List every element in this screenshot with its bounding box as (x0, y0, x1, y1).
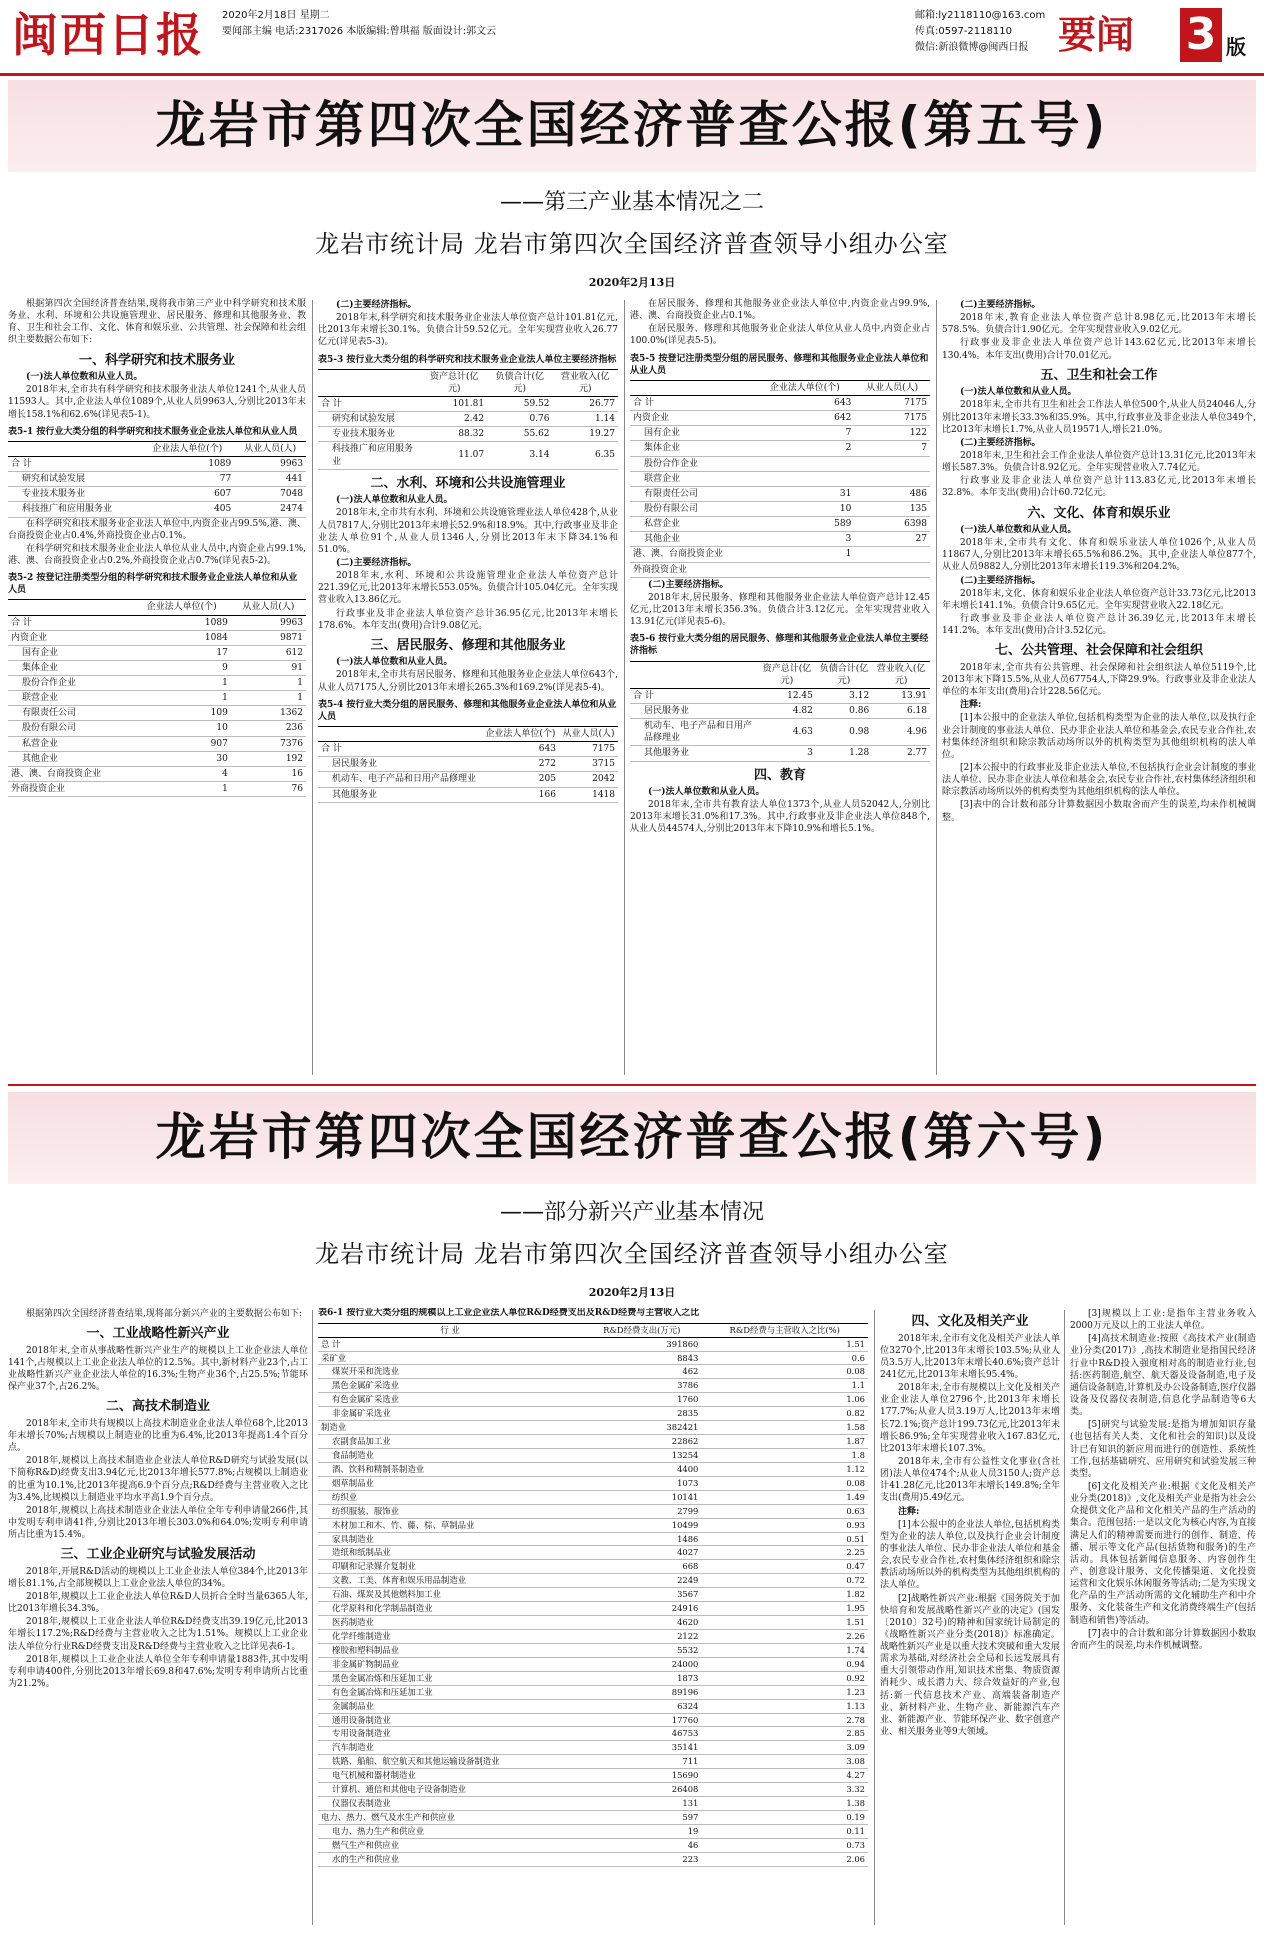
article1-subtitle: ——第三产业基本情况之二 (499, 190, 764, 215)
table-row: 通用设备制造业 17760 2.78 (318, 1713, 868, 1727)
column-divider (1064, 1310, 1065, 1925)
table-row: 造纸和纸制品业 4027 2.25 (318, 1546, 868, 1560)
table-row: 其他企业 3 27 (630, 532, 930, 547)
table-5-5: 企业法人单位(个) 从业人员(人) 合 计 643 7175 内资企业 642 7175 国有企业 7 122 集体企业 2 7 股份合作企业 联营企业 有限责任公司 31 486 股份有限公司 10 135 私营企业 589 6398 其他企业 3 27 港、澳、台商投资企业 1 外商投资企业 (630, 380, 930, 578)
table-row: 化学原料和化学制品制造业 24916 1.95 (318, 1602, 868, 1616)
sub-heading: (二)主要经济指标。 (336, 557, 417, 568)
section-name: 要闻 (1058, 13, 1135, 57)
article2-column-3 (880, 1308, 1060, 1928)
note: [5]研究与试验发展:是指为增加知识存量(也包括有关人类、文化和社会的知识)以及设计已有知识的新应用而进行的创造性、系统性工作,包括基础研究、应用研究和试验发展三种类型。 (1070, 1420, 1256, 1479)
sub-heading: (二)主要经济指标。 (336, 300, 417, 310)
table-row: 合 计 12.45 3.12 13.91 (630, 688, 930, 703)
table-row: 股份有限公司 10 135 (630, 501, 930, 516)
table-row: 燃气生产和供应业 46 0.73 (318, 1838, 868, 1852)
paragraph: 2018年末,全市共有规模以上高技术制造业企业法人单位68个,比2013年末增长70%;占规模以上制造业的比重为6.4%,比2013年提高1.4个百分点。 (8, 1418, 308, 1454)
table-row: 电力、热力生产和供应业 19 0.11 (318, 1824, 868, 1838)
section-heading: 一、工业战略性新兴产业 (86, 1326, 230, 1342)
paragraph: 2018年末,全市共有教育法人单位1373个,从业人员52042人,分别比2013年末增长31.0%和17.3%。其中,行政事业及非企业法人单位848个,从业人员44574人,分别比2013年末下降10.9%和增长5.1%。 (630, 800, 930, 835)
table-row: 专业技术服务业 88.32 55.62 19.27 (318, 427, 618, 442)
sub-heading: (一)法人单位数和从业人员。 (648, 787, 765, 798)
article1-column-1 (8, 298, 306, 1078)
table-row: 文教、工美、体育和娱乐用品制造业 2249 0.72 (318, 1574, 868, 1588)
table-row: 纺织业 10141 1.49 (318, 1490, 868, 1504)
table-row: 合 计 643 7175 (630, 395, 930, 410)
note: [1]本公报中的企业法人单位,包括机构类型为企业的法人单位,以及执行企业会计制度的事业法人单位、民办非企业法人单位和基金会,农民专业合作社,农村集体经济组织和除宗教活动场所以外的机构类型为其他组织机构的法人单位。 (880, 1519, 1060, 1591)
note: [1]本公报中的企业法人单位,包括机构类型为企业的法人单位,以及执行企业会计制度的事业法人单位、民办非企业法人单位和基金会,农民专业合作社,农村集体经济组织和除宗教活动场所以外的机构类型为其他组织机构的法人单位。 (942, 713, 1256, 760)
table-row: 食品制造业 13254 1.8 (318, 1448, 868, 1462)
table-caption: 表5-5 按登记注册类型分组的居民服务、修理和其他服务业企业法人单位和从业人员 (630, 353, 929, 376)
table-row: 非金属矿物制品业 24000 0.94 (318, 1657, 868, 1671)
table-row: 医药制造业 4620 1.51 (318, 1616, 868, 1630)
paragraph: 在科学研究和技术服务业企业法人单位从业人员中,内资企业占99.1%,港、澳、台商投资企业占0.2%,外商投资企业占0.7%(详见表5-2)。 (8, 543, 306, 566)
table-6-1: 行 业 R&D经费支出(万元) R&D经费与主营收入之比(%) 总 计 391860 1.51 采矿业 8843 0.6 煤炭开采和洗选业 462 0.08 黑色金属矿采选业 3786 1.1 有色金属矿采选业 1760 1.06 非金属矿采选业 2835 0.82 制造业 382421 1.58 农副食品加工业 22862 1.87 食品制造业 13254 1.8 酒、饮料和精制茶制造业 4400 1.12 烟草制品业 1073 0.08 纺织业 10141 1.49 纺织服装、服饰业 2799 0.63 木材加工和木、竹、藤、棕、草制品业 10499 0.93 家具制造业 1486 0.51 造纸和纸制品业 4027 2.25 印刷和记录媒介复制业 668 0.47 文教、工美、体育和娱乐用品制造业 2249 0.72 石油、煤炭及其他燃料加工业 3567 1.82 化学原料和化学制品制造业 24916 1.95 医药制造业 4620 1.51 化学纤维制造业 2122 2.26 橡胶和塑料制品业 5532 1.74 非金属矿物制品业 24000 0.94 黑色金属冶炼和压延加工业 1873 0.92 有色金属冶炼和压延加工业 89196 1.23 金属制品业 6324 1.13 通用设备制造业 17760 2.78 专用设备制造业 46753 2.85 汽车制造业 35141 3.09 铁路、船舶、航空航天和其他运输设备制造业 711 3.08 电气机械和器材制造业 15690 4.27 计算机、通信和其他电子设备制造业 26408 3.32 仪器仪表制造业 131 1.38 电力、热力、燃气及水生产和供应业 597 0.19 电力、热力生产和供应业 19 0.11 燃气生产和供应业 46 0.73 水的生产和供应业 223 2.06 (318, 1323, 868, 1867)
paragraph: 2018年末,科学研究和技术服务业企业法人单位资产总计101.81亿元,比2013年末增长30.1%。负债合计59.52亿元。全年实现营业收入26.77亿元(详见表5-3)。 (318, 313, 618, 348)
section-heading: 一、科学研究和技术服务业 (78, 352, 235, 368)
paragraph: 2018年末,卫生和社会工作企业法人单位资产总计13.31亿元,比2013年末增长587.3%。负债合计8.92亿元。全年实现营业收入7.74亿元。 (942, 450, 1256, 474)
article1-column-3 (630, 298, 930, 1078)
section-heading: 四、教育 (753, 767, 806, 783)
table-row: 煤炭开采和洗选业 462 0.08 (318, 1365, 868, 1379)
table-row: 其他企业 30 192 (8, 751, 306, 766)
table-caption: 表5-4 按行业大类分组的居民服务、修理和其他服务业企业法人单位和从业人员 (318, 699, 617, 722)
table-row: 居民服务业 4.82 0.86 6.18 (630, 703, 930, 718)
table-caption: 表5-3 按行业大类分组的科学研究和技术服务业企业法人单位主要经济指标 (318, 354, 617, 365)
sub-heading: (二)主要经济指标。 (960, 300, 1041, 310)
section-heading: 四、文化及相关产业 (911, 1314, 1029, 1329)
table-row: 港、澳、台商投资企业 4 16 (8, 766, 306, 781)
paragraph: 2018年末,全市共有居民服务、修理和其他服务业企业法人单位643个,从业人员7175人,分别比2013年末增长265.3%和169.2%(详见表5-4)。 (318, 670, 618, 693)
table-row: 专用设备制造业 46753 2.85 (318, 1727, 868, 1741)
table-row: 水的生产和供应业 223 2.06 (318, 1852, 868, 1866)
note: [6]文化及相关产业:根据《文化及相关产业分类(2018)》,文化及相关产业是指为社会公众提供文化产品和文化相关产品的生产活动的集合。范围包括:一是以文化为核心内容,为直接满足人们的精神需要而进行的创作、制造、传播、展示等文化产品(包括货物和服务)的生产活动。具体包括新闻信息服务、内容创作生产、创意设计服务、文化传播渠道、文化投资运营和文化娱乐休闲服务等活动;二是为实现文化产品的生产活动所需的文化辅助生产和中介服务、文化装备生产和文化消费终端生产(包括制造和销售)等活动。 (1070, 1481, 1256, 1626)
note: [2]本公报中的行政事业及非企业法人单位,不包括执行企业会计制度的事业法人单位、民办非企业法人单位和基金会,农民专业合作社,农村集体经济组织和除宗教活动场所以外的机构类型为其他组织机构的法人单位。 (942, 763, 1256, 798)
table-row: 机动车、电子产品和日用产品修理业 205 2042 (318, 772, 618, 787)
table-row: 合 计 643 7175 (318, 742, 618, 757)
article2-subtitle: ——部分新兴产业基本情况 (499, 1200, 764, 1225)
table-row: 外商投资企业 1 76 (8, 782, 306, 797)
table-row: 黑色金属矿采选业 3786 1.1 (318, 1379, 868, 1393)
table-caption: 表5-2 按登记注册类型分组的科学研究和技术服务业企业法人单位和从业人员 (8, 573, 298, 596)
table-row: 私营企业 907 7376 (8, 736, 306, 751)
table-row: 计算机、通信和其他电子设备制造业 26408 3.32 (318, 1783, 868, 1797)
article1-date: 2020年2月13日 (588, 276, 676, 289)
note: [3]表中的合计数和部分计算数据因小数取舍而产生的误差,均未作机械调整。 (942, 800, 1256, 823)
table-5-6: 资产总计(亿元) 负债合计(亿元) 营业收入(亿元) 合 计 12.45 3.12 13.91 居民服务业 4.82 0.86 6.18 机动车、电子产品和日用产品修理业 4.63 0.98 4.96 其他服务业 3 1.28 2.77 (630, 661, 930, 762)
table-row: 橡胶和塑料制品业 5532 1.74 (318, 1643, 868, 1657)
article2-authors: 龙岩市统计局 龙岩市第四次全国经济普查领导小组办公室 (315, 1240, 949, 1268)
editor-line: 要闻部主编 电话:2317026 本版编辑:曾琪福 版面设计:郭文云 (222, 26, 497, 37)
paragraph: 在居民服务、修理和其他服务业企业法人单位中,内资企业占99.9%,港、澳、台商投资企业占0.1%。 (630, 299, 930, 322)
column-divider (624, 300, 625, 1075)
section-heading: 二、水利、环境和公共设施管理业 (370, 475, 566, 491)
paragraph: 2018年末,全市共有科学研究和技术服务业法人单位1241个,从业人员11593人。其中,企业法人单位1089个,从业人员9963人,分别比2013年末增长158.1%和62.6%(详见表5-1)。 (8, 385, 306, 420)
table-row: 金属制品业 6324 1.13 (318, 1699, 868, 1713)
article2-column-4 (1070, 1308, 1256, 1928)
note: [4]高技术制造业:按照《高技术产业(制造业)分类(2017)》,高技术制造业是指国民经济行业中R&D投入强度相对高的制造业行业,包括:医药制造,航空、航天器及设备制造,电子及通信设备制造,计算机及办公设备制造,医疗仪器设备及仪器仪表制造,信息化学品制造等6大类。 (1070, 1334, 1256, 1418)
header-contact (915, 8, 1045, 56)
section-heading: 三、工业企业研究与试验发展活动 (60, 1547, 256, 1563)
table-row: 合 计 1089 9963 (8, 456, 306, 471)
table-row: 有色金属矿采选业 1760 1.06 (318, 1393, 868, 1407)
article1-title: 龙岩市第四次全国经济普查公报(第五号) (8, 80, 1256, 172)
note: [3]规模以上工业:是指年主营业务收入2000万元及以上的工业法人单位。 (1070, 1309, 1256, 1332)
page-header (0, 0, 1264, 76)
table-caption: 表5-6 按行业大类分组的居民服务、修理和其他服务业企业法人单位主要经济指标 (630, 634, 929, 657)
article2-column-1 (8, 1308, 308, 1928)
sub-heading: (一)法人单位数和从业人员。 (26, 372, 143, 383)
paragraph: 2018年末,水利、环境和公共设施管理业企业法人单位资产总计221.39亿元,比2013年末增长553.05%。负债合计105.04亿元。全年实现营业收入13.86亿元。 (318, 571, 618, 606)
paragraph: 2018年末,全市有公益性文化事业(含社团)法人单位474个;从业人员3150人;资产总计41.28亿元,比2013年末增长149.8%;全年支出(费用)5.49亿元。 (880, 1456, 1060, 1504)
sub-heading: (二)主要经济指标。 (648, 579, 729, 590)
table-caption: 表6-1 按行业大类分组的规模以上工业企业法人单位R&D经费支出及R&D经费与主营收入之比 (318, 1308, 700, 1318)
table-row: 纺织服装、服饰业 2799 0.63 (318, 1504, 868, 1518)
table-row: 汽车制造业 35141 3.09 (318, 1741, 868, 1755)
table-row: 科技推广和应用服务业 11.07 3.14 6.35 (318, 442, 618, 469)
article2-table-column (318, 1308, 868, 1928)
issue-date: 2020年2月18日 星期二 (222, 10, 330, 21)
paragraph: 行政事业及非企业法人单位资产总计113.83亿元,比2013年末增长32.8%。本年支出(费用)合计60.72亿元。 (942, 476, 1256, 499)
table-row: 黑色金属冶炼和压延加工业 1873 0.92 (318, 1671, 868, 1685)
paragraph: 2018年末,全市共有卫生和社会工作法人单位500个,从业人员24046人,分别比2013年末增长33.3%和35.9%。其中,行政事业及非企业法人单位349个,比2013年末增长1.7%,从业人员19571人,增长21.0%。 (942, 400, 1256, 435)
fax: 传真:0597-2118110 (915, 26, 1012, 37)
sub-heading: (一)法人单位数和从业人员。 (336, 657, 453, 668)
paragraph: 2018年,开展R&D活动的规模以上工业企业法人单位384个,比2013年增长81.1%,占全部规模以上工业企业法人单位的34%。 (8, 1566, 308, 1589)
table-row: 酒、饮料和精制茶制造业 4400 1.12 (318, 1462, 868, 1476)
table-row: 集体企业 2 7 (630, 441, 930, 456)
article-divider (8, 1084, 1256, 1086)
table-row: 居民服务业 272 3715 (318, 757, 618, 772)
table-row: 木材加工和木、竹、藤、棕、草制品业 10499 0.93 (318, 1518, 868, 1532)
table-5-2: 企业法人单位(个) 从业人员(人) 合 计 1089 9963 内资企业 1084 9871 国有企业 17 612 集体企业 9 91 股份合作企业 1 1 联营企业 1 1 有限责任公司 109 1362 股份有限公司 10 236 私营企业 907 7376 其他企业 30 192 港、澳、台商投资企业 4 16 外商投资企业 1 76 (8, 599, 306, 797)
table-row: 总 计 391860 1.51 (318, 1337, 868, 1351)
notes-heading: 注释: (960, 700, 982, 711)
email: 邮箱:ly2118110@163.com (915, 10, 1046, 21)
table-row: 仪器仪表制造业 131 1.38 (318, 1797, 868, 1811)
table-row: 石油、煤炭及其他燃料加工业 3567 1.82 (318, 1588, 868, 1602)
intro: 根据第四次全国经济普查结果,现将我市第三产业中科学研究和技术服务业、水利、环境和公共设施管理业、居民服务、修理和其他服务业、教育、卫生和社会工作、文化、体育和娱乐业、公共管理、社会保障和社会组织主要数据公布如下: (8, 299, 306, 346)
table-row: 家具制造业 1486 0.51 (318, 1532, 868, 1546)
paragraph: 2018年,规模以上高技术制造业企业法人单位全年专利申请量266件,其中发明专利申请41件,分别比2013年增长303.0%和64.0%;发明专利申请所占比重为15.4%。 (8, 1505, 308, 1541)
note: [2]战略性新兴产业:根据《国务院关于加快培育和发展战略性新兴产业的决定》(国发〔2010〕32号)的精神和国家统计局制定的《战略性新兴产业分类(2018)》标准确定。战略性新兴产业是以重大技术突破和重大发展需求为基础,对经济社会全局和长远发展具有重大引领带动作用,知识技术密集、物质资源消耗少、成长潜力大、综合效益好的产业,包括:新一代信息技术产业、高端装备制造产业、新材料产业、生物产业、新能源汽车产业、新能源产业、节能环保产业、数字创意产业、相关服务业等9大领域。 (880, 1593, 1060, 1738)
section-heading: 六、文化、体育和娱乐业 (1027, 505, 1171, 521)
table-row: 有限责任公司 31 486 (630, 486, 930, 501)
column-divider (936, 300, 937, 1075)
table-caption: 表5-1 按行业大类分组的科学研究和技术服务业企业法人单位和从业人员 (8, 426, 298, 437)
column-divider (312, 1310, 313, 1925)
table-row: 研究和试验发展 77 441 (8, 472, 306, 487)
table-row: 股份合作企业 (630, 456, 930, 471)
intro: 根据第四次全国经济普查结果,现将部分新兴产业的主要数据公布如下: (26, 1309, 302, 1319)
paragraph: 2018年,规模以上高技术制造业企业法人单位R&D研究与试验发展(以下简称R&D)经费支出3.94亿元,比2013年增长577.8%;占规模以上制造业的比重为10.1%,比2013年提高6.9个百分点;R&D经费与主营业收入之比为3.4%,比规模以上制造业平均水平高1.9个百分点。 (8, 1456, 308, 1503)
table-row: 国有企业 7 122 (630, 426, 930, 441)
paragraph: 2018年末,居民服务、修理和其他服务业企业法人单位资产总计12.45亿元,比2013年末增长356.3%。负债合计3.12亿元。全年实现营业收入13.91亿元(详见表5-6)。 (630, 592, 930, 628)
table-row: 股份合作企业 1 1 (8, 676, 306, 691)
paragraph: 2018年末,全市共有水利、环境和公共设施管理业法人单位428个,从业人员7817人,分别比2013年末增长52.9%和18.9%。其中,行政事业及非企业法人单位91个,从业人员1346人,分别比2013年末下降34.1%和51.0%。 (318, 508, 618, 555)
table-5-1: 企业法人单位(个) 从业人员(人) 合 计 1089 9963 研究和试验发展 77 441 专业技术服务业 607 7048 科技推广和应用服务业 405 2474 (8, 441, 306, 518)
table-row: 烟草制品业 1073 0.08 (318, 1476, 868, 1490)
table-row: 有色金属冶炼和压延加工业 89196 1.23 (318, 1685, 868, 1699)
table-row: 联营企业 (630, 471, 930, 486)
paragraph: 行政事业及非企业法人单位资产总计36.39亿元,比2013年末增长141.2%。本年支出(费用)合计3.52亿元。 (942, 614, 1256, 637)
sub-heading: (一)法人单位数和从业人员。 (960, 387, 1077, 398)
table-row: 国有企业 17 612 (8, 645, 306, 660)
article2-date: 2020年2月13日 (588, 1286, 676, 1299)
table-row: 专业技术服务业 607 7048 (8, 487, 306, 502)
table-row: 内资企业 1084 9871 (8, 630, 306, 645)
table-row: 农副食品加工业 22862 1.87 (318, 1435, 868, 1449)
column-divider (874, 1310, 875, 1925)
note: [7]表中的合计数和部分计算数据因小数取舍而产生的误差,均未作机械调整。 (1070, 1628, 1256, 1651)
column-divider (312, 300, 313, 1075)
table-row: 内资企业 642 7175 (630, 411, 930, 426)
article1-column-4 (942, 298, 1256, 1078)
article2-title: 龙岩市第四次全国经济普查公报(第六号) (8, 1092, 1256, 1184)
table-row: 非金属矿采选业 2835 0.82 (318, 1407, 868, 1421)
table-row: 化学纤维制造业 2122 2.26 (318, 1629, 868, 1643)
paragraph: 行政事业及非企业法人单位资产总计143.62亿元,比2013年末增长130.4%。本年支出(费用)合计70.01亿元。 (942, 338, 1256, 361)
section-heading: 五、卫生和社会工作 (1040, 367, 1158, 383)
section-heading: 七、公共管理、社会保障和社会组织 (994, 643, 1203, 659)
article1-column-2 (318, 298, 618, 1078)
paragraph: 2018年,规模以上工业企业法人单位R&D人员折合全时当量6365人年,比2013年增长34.3%。 (8, 1592, 308, 1615)
table-row: 电力、热力、燃气及水生产和供应业 597 0.19 (318, 1810, 868, 1824)
sub-heading: (二)主要经济指标。 (960, 575, 1041, 586)
paragraph: 在科学研究和技术服务业企业法人单位中,内资企业占99.5%,港、澳、台商投资企业占0.4%,外商投资企业占0.1%。 (8, 518, 306, 541)
masthead-logo: 闽西日报 (12, 8, 204, 62)
paragraph: 2018年,规模以上工业企业法人单位全年专利申请量1883件,其中发明专利申请400件,分别比2013年增长69.8和47.6%;发明专利申请所占比重为21.2%。 (8, 1654, 308, 1690)
paragraph: 2018年末,全市有文化及相关产业法人单位3270个,比2013年末增长103.5%;从业人员3.5万人,比2013年末增长40.6%;资产总计241亿元,比2013年末增长95.4%。 (880, 1333, 1060, 1380)
paragraph: 2018年末,全市共有文化、体育和娱乐业法人单位1026个,从业人员11867人,分别比2013年末增长65.5%和86.2%。其中,企业法人单位877个,从业人员9882人,分别比2013年末增长119.3%和204.2%。 (942, 538, 1256, 573)
paragraph: 在居民服务、修理和其他服务业企业法人单位从业人员中,内资企业占100.0%(详见表5-5)。 (630, 324, 930, 347)
paragraph: 2018年,规模以上工业企业法人单位R&D经费支出39.19亿元,比2013年增长117.2%;R&D经费与主营业收入之比为1.51%。规模以上工业企业法人单位分行业R&D经费支出及R&D经费与主营业收入之比详见表6-1。 (8, 1617, 308, 1652)
wechat: 微信:新浪微博@闽西日报 (915, 42, 1029, 53)
table-5-4: 企业法人单位(个) 从业人员(人) 合 计 643 7175 居民服务业 272 3715 机动车、电子产品和日用产品修理业 205 2042 其他服务业 166 1418 (318, 726, 618, 803)
paragraph: 2018年末,全市共有公共管理、社会保障和社会组织法人单位5119个,比2013年末下降15.5%,从业人员67754人,下降29.9%。行政事业及非企业法人单位的本年支出(费用)合计228.56亿元。 (942, 662, 1256, 698)
table-row: 电气机械和器材制造业 15690 4.27 (318, 1769, 868, 1783)
table-row: 机动车、电子产品和日用产品修理业 4.63 0.98 4.96 (630, 719, 930, 746)
table-row: 制造业 382421 1.58 (318, 1421, 868, 1435)
paragraph: 行政事业及非企业法人单位资产总计36.95亿元,比2013年末增长178.6%。本年支出(费用)合计9.08亿元。 (318, 608, 618, 631)
table-row: 其他服务业 166 1418 (318, 787, 618, 802)
page-suffix: 版 (1226, 35, 1246, 59)
notes-heading: 注释: (898, 1506, 920, 1517)
table-row: 印刷和记录媒介复制业 668 0.47 (318, 1560, 868, 1574)
sub-heading: (一)法人单位数和从业人员。 (960, 525, 1077, 536)
table-row: 铁路、船舶、航空航天和其他运输设备制造业 711 3.08 (318, 1755, 868, 1769)
table-row: 股份有限公司 10 236 (8, 721, 306, 736)
table-row: 私营企业 589 6398 (630, 517, 930, 532)
sub-heading: (一)法人单位数和从业人员。 (336, 495, 453, 506)
table-row: 科技推广和应用服务业 405 2474 (8, 502, 306, 517)
paragraph: 2018年末,文化、体育和娱乐业企业法人单位资产总计33.73亿元,比2013年末增长141.1%。负债合计9.65亿元。全年实现营业收入22.18亿元。 (942, 588, 1256, 611)
table-row: 研究和试验发展 2.42 0.76 1.14 (318, 412, 618, 427)
table-row: 集体企业 9 91 (8, 660, 306, 675)
table-5-3: 资产总计(亿元) 负债合计(亿元) 营业收入(亿元) 合 计 101.81 59.52 26.77 研究和试验发展 2.42 0.76 1.14 专业技术服务业 88.32 55.62 19.27 科技推广和应用服务业 11.07 3.14 6.35 (318, 369, 618, 470)
paragraph: 2018年末,全市有规模以上文化及相关产业企业法人单位2796个,比2013年末增长177.7%;从业人员3.19万人,比2013年末增长72.1%;资产总计199.73亿元,比2013年末增长86.9%;全年实现营业收入167.83亿元,比2013年末增长107.3%。 (880, 1383, 1060, 1454)
table-row: 其他服务业 3 1.28 2.77 (630, 746, 930, 761)
table-row: 有限责任公司 109 1362 (8, 706, 306, 721)
table-row: 港、澳、台商投资企业 1 (630, 547, 930, 562)
section-heading: 二、高技术制造业 (105, 1399, 210, 1415)
page-number: 3 (1180, 8, 1222, 62)
table-row: 外商投资企业 (630, 562, 930, 577)
header-info (222, 8, 496, 40)
paragraph: 2018年末,教育企业法人单位资产总计8.98亿元,比2013年末增长578.5%。负债合计1.90亿元。全年实现营业收入9.02亿元。 (942, 313, 1256, 336)
section-heading: 三、居民服务、修理和其他服务业 (370, 637, 566, 653)
paragraph: 2018年末,全市从事战略性新兴产业生产的规模以上工业企业法人单位141个,占规模以上工业企业法人单位的12.5%。其中,新材料产业23个,占工业战略性新兴产业企业法人单位的16.3%;生物产业36个,占25.5%;节能环保产业37个,占26.2%。 (8, 1345, 308, 1393)
table-row: 联营企业 1 1 (8, 691, 306, 706)
article1-authors: 龙岩市统计局 龙岩市第四次全国经济普查领导小组办公室 (315, 230, 949, 258)
table-row: 合 计 101.81 59.52 26.77 (318, 396, 618, 411)
table-row: 采矿业 8843 0.6 (318, 1351, 868, 1365)
sub-heading: (二)主要经济指标。 (960, 437, 1041, 448)
table-row: 合 计 1089 9963 (8, 615, 306, 630)
